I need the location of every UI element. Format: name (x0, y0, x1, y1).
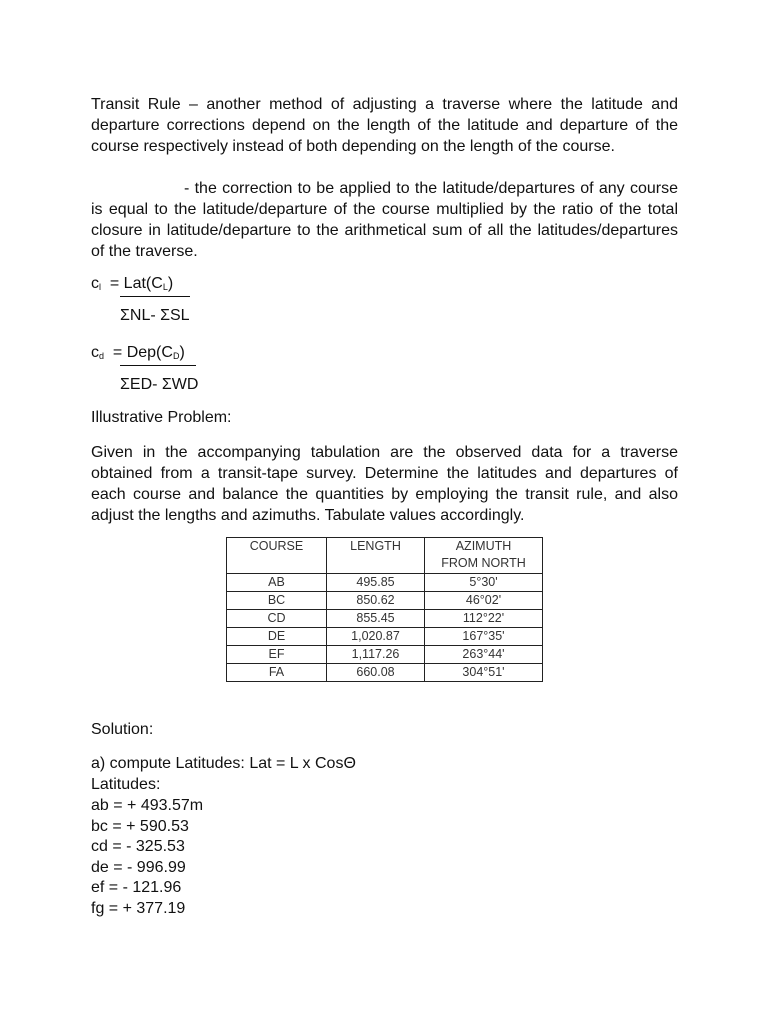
cell-course: EF (227, 646, 327, 664)
cell-azimuth: 263°44' (425, 646, 543, 664)
solution-step-a: a) compute Latitudes: Lat = L x CosΘ (91, 755, 356, 772)
formula-departure-correction (91, 343, 185, 366)
cell-course: FA (227, 664, 327, 682)
cell-course: DE (227, 628, 327, 646)
cell-length: 1,117.26 (327, 646, 425, 664)
list-item: fg = + 377.19 (91, 899, 186, 917)
header-azimuth (425, 538, 543, 574)
solution-heading: Solution: (91, 721, 154, 738)
formula-cd-denominator: ΣED- ΣWD (120, 376, 199, 393)
cell-azimuth: 304°51' (425, 664, 543, 682)
illustrative-problem-heading: Illustrative Problem: (91, 409, 232, 426)
cell-azimuth: 167°35' (425, 628, 543, 646)
formula-cd-rhs-suffix: ) (179, 344, 185, 361)
header-course: COURSE (227, 538, 327, 574)
cell-azimuth: 112°22' (425, 610, 543, 628)
traverse-data-table (226, 537, 543, 682)
formula-cl-rhs-sub: L (162, 282, 168, 292)
latitudes-list (91, 796, 203, 919)
header-azimuth-line1: AZIMUTH (455, 539, 512, 553)
cell-azimuth: 5°30' (425, 574, 543, 592)
cell-length: 1,020.87 (327, 628, 425, 646)
table-row (227, 610, 543, 628)
table-row (227, 628, 543, 646)
cell-course: BC (227, 592, 327, 610)
formula-cl-lhs: c (91, 275, 99, 292)
list-item: cd = - 325.53 (91, 838, 185, 855)
header-azimuth-line2: FROM NORTH (441, 556, 526, 570)
formula-cd-lhs-sub: d (99, 351, 105, 361)
cell-length: 495.85 (327, 574, 425, 592)
fraction-bar (120, 365, 196, 366)
fraction-bar (120, 296, 190, 297)
latitudes-heading: Latitudes: (91, 776, 161, 793)
table-header-row (227, 538, 543, 574)
formula-cd-lhs: c (91, 344, 99, 361)
formula-cl-lhs-sub: l (99, 282, 101, 292)
cell-course: AB (227, 574, 327, 592)
formula-cl-rhs-suffix: ) (167, 275, 174, 292)
formula-cd-rhs-sub: D (172, 351, 180, 361)
transit-rule-correction-text: - the correction to be applied to the latitude/departures of any course is equal to the latitude/departure of the course multiplied by the ratio of the total closure in latitude/departure to the arithmetical sum of all the latitudes/departures of the traverse. (91, 180, 678, 260)
transit-rule-definition: Transit Rule – another method of adjusting a traverse where the latitude and departure corrections depend on the length of the latitude and departure of the course respectively instead of both depending on the length of the course. (91, 96, 678, 155)
list-item: de = - 996.99 (91, 858, 186, 876)
formula-cd-rhs-prefix: = Dep(C (104, 344, 173, 361)
formula-latitude-correction (91, 274, 173, 297)
formula-cl-denominator: ΣNL- ΣSL (120, 307, 190, 324)
list-item: ef = - 121.96 (91, 879, 182, 896)
cell-azimuth: 46°02' (425, 592, 543, 610)
list-item: ab = + 493.57m (91, 797, 204, 814)
table-row (227, 664, 543, 682)
cell-length: 850.62 (327, 592, 425, 610)
cell-length: 660.08 (327, 664, 425, 682)
cell-length: 855.45 (327, 610, 425, 628)
table-row (227, 646, 543, 664)
table-row (227, 574, 543, 592)
list-item: bc = + 590.53 (91, 817, 189, 835)
cell-course: CD (227, 610, 327, 628)
problem-statement: Given in the accompanying tabulation are the observed data for a traverse obtained from a transit-tape survey. Determine the latitudes and departures of each course and balance the quantities by employing the transit rule, and also adjust the lengths and azimuths. Tabulate values accordingly. (91, 444, 678, 524)
header-length: LENGTH (327, 538, 425, 574)
formula-cl-rhs-prefix: = Lat(C (101, 275, 163, 292)
table-row (227, 592, 543, 610)
